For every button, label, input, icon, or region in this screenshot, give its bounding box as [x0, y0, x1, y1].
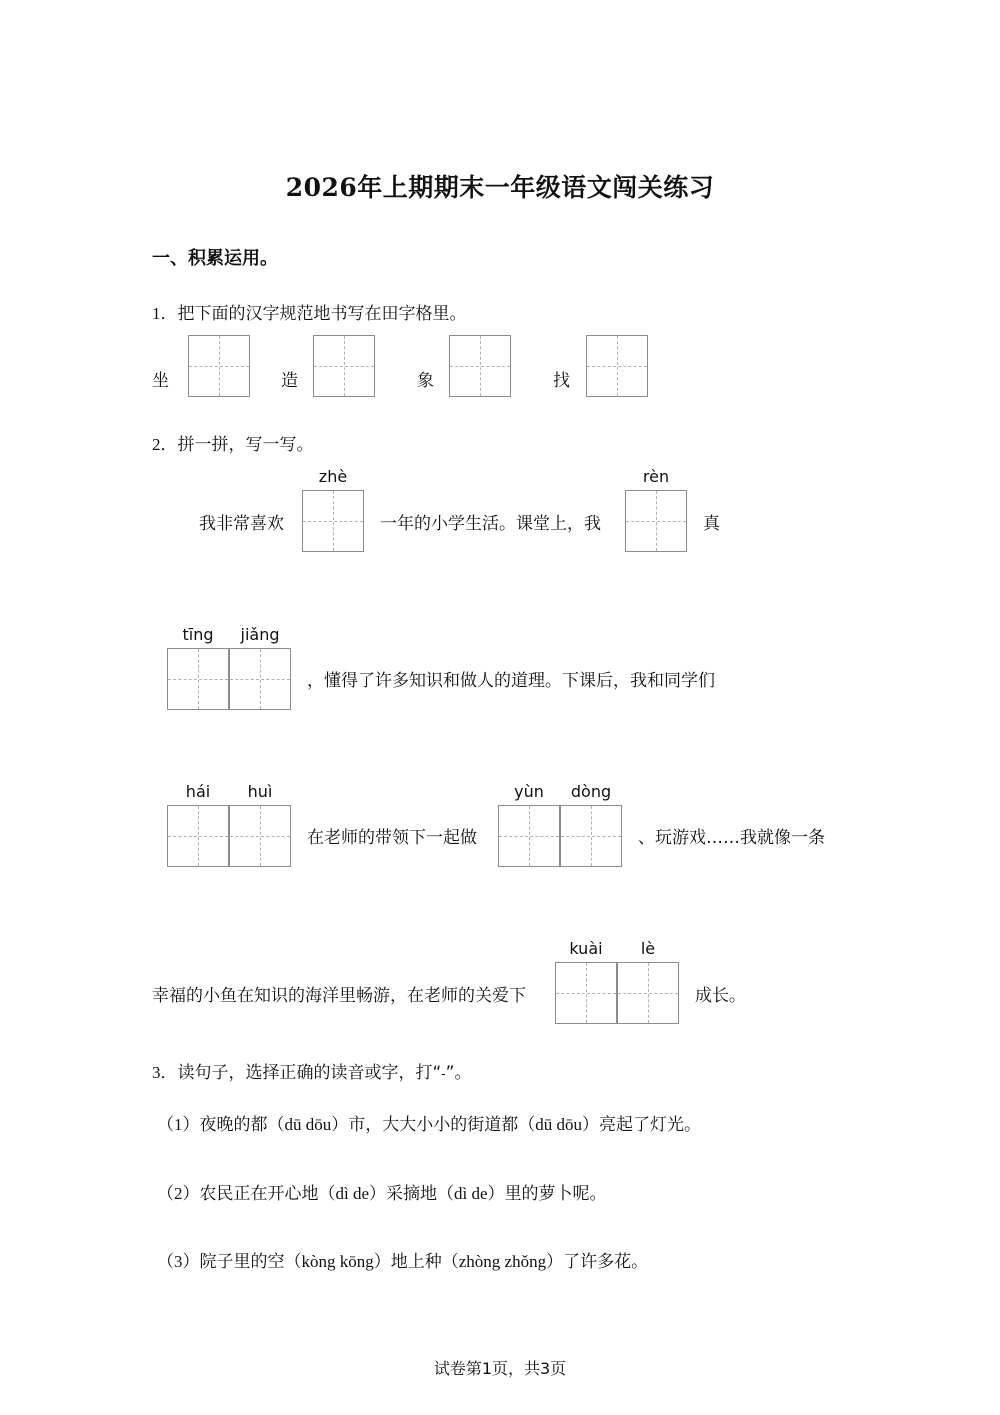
q3-item-2-part1: 农民正在开心 [199, 1184, 302, 1204]
answer-box-kuai[interactable] [555, 962, 617, 1024]
q3-item-1-options1[interactable]: （dū dōu） [267, 1115, 349, 1134]
q3-item-3-char1: 空 [267, 1252, 285, 1272]
q3-item-1-char1: 都 [250, 1115, 268, 1135]
q3-item-1 [157, 1110, 701, 1135]
pinyin-ren: rèn [642, 467, 670, 486]
char-zao: 造 [281, 371, 298, 391]
question-3-text-a: 读句子，选择正确的读音或字，打“ [177, 1063, 442, 1083]
q3-item-3-options2[interactable]: （zhòng zhǒng） [441, 1252, 564, 1271]
question-3-number: 3． [152, 1063, 178, 1082]
check-mark-symbol: - [441, 1067, 446, 1081]
char-zhao: 找 [553, 371, 570, 391]
tianzige-box-zuo[interactable] [188, 335, 250, 397]
q3-item-3 [157, 1247, 648, 1272]
q3-item-1-part3: 亮起了灯光。 [599, 1115, 701, 1135]
char-xiang: 象 [417, 371, 434, 391]
question-3 [152, 1058, 471, 1083]
q3-item-3-part1: 院子里的 [199, 1252, 268, 1272]
question-1 [152, 299, 467, 324]
answer-box-zhe[interactable] [302, 490, 364, 552]
answer-box-ting[interactable] [167, 648, 229, 710]
pinyin-le: lè [640, 939, 656, 958]
q3-item-2-char2: 地 [420, 1184, 438, 1204]
answer-box-yun[interactable] [498, 805, 560, 867]
q2-line3-text-a: 在老师的带领下一起做 [307, 828, 477, 848]
question-2-number: 2． [152, 435, 178, 454]
pinyin-kuai: kuài [569, 939, 603, 958]
q3-item-1-part1: 夜晚的 [199, 1115, 251, 1135]
q3-item-3-part3: 了许多花。 [563, 1252, 649, 1272]
answer-box-hui[interactable] [229, 805, 291, 867]
pinyin-ting: tīng [182, 625, 214, 644]
pinyin-hai: hái [185, 782, 211, 801]
page-title: 2026年上期期末一年级语文闯关练习 [285, 173, 715, 202]
q3-item-2-options2[interactable]: （dì de） [437, 1184, 505, 1203]
q2-line1-text-c: 真 [703, 514, 720, 534]
q3-item-2 [157, 1179, 607, 1204]
answer-box-hai[interactable] [167, 805, 229, 867]
answer-box-jiang[interactable] [229, 648, 291, 710]
pinyin-dong: dòng [570, 782, 612, 801]
answer-box-dong[interactable] [560, 805, 622, 867]
question-2 [152, 430, 314, 455]
q3-item-2-options1[interactable]: （dì de） [318, 1184, 387, 1203]
q3-item-3-options1[interactable]: （kòng kōng） [284, 1252, 391, 1271]
q3-item-2-char1: 地 [301, 1184, 319, 1204]
question-1-text: 把下面的汉字规范地书写在田字格里。 [177, 304, 467, 324]
q3-item-2-number: （2） [157, 1184, 200, 1203]
pinyin-jiang: jiǎng [240, 625, 280, 644]
q3-item-2-part3: 里的萝卜呢。 [504, 1184, 607, 1204]
q3-item-3-number: （3） [157, 1252, 200, 1271]
question-3-text-b: ”。 [445, 1063, 472, 1083]
section-heading-1: 一、积累运用。 [152, 248, 278, 269]
page-footer: 试卷第1页，共3页 [433, 1359, 567, 1378]
q2-line2-text: ，懂得了许多知识和做人的道理。下课后，我和同学们 [307, 671, 715, 691]
q3-item-2-part2: 采摘 [386, 1184, 421, 1204]
tianzige-box-zhao[interactable] [586, 335, 648, 397]
pinyin-yun: yùn [514, 782, 544, 801]
q2-line1-text-a: 我非常喜欢 [199, 514, 284, 534]
q2-line1-text-b: 一年的小学生活。课堂上，我 [380, 514, 601, 534]
q3-item-3-part2: 地上 [390, 1252, 425, 1272]
q2-line4-text-b: 成长。 [695, 986, 746, 1006]
pinyin-hui: huì [247, 782, 273, 801]
answer-box-ren[interactable] [625, 490, 687, 552]
q3-item-1-part2: 市，大大小小的街道 [348, 1115, 502, 1135]
q3-item-1-char2: 都 [501, 1115, 519, 1135]
q3-item-3-char2: 种 [424, 1252, 442, 1272]
question-2-text: 拼一拼，写一写。 [177, 435, 314, 455]
q2-line4-text-a: 幸福的小鱼在知识的海洋里畅游，在老师的关爱下 [152, 986, 526, 1006]
q3-item-1-number: （1） [157, 1115, 200, 1134]
char-zuo: 坐 [152, 371, 169, 391]
pinyin-zhe: zhè [318, 467, 348, 486]
question-1-number: 1． [152, 304, 178, 323]
tianzige-box-xiang[interactable] [449, 335, 511, 397]
tianzige-box-zao[interactable] [313, 335, 375, 397]
q2-line3-text-b: 、玩游戏……我就像一条 [638, 828, 825, 848]
answer-box-le[interactable] [617, 962, 679, 1024]
q3-item-1-options2[interactable]: （dū dōu） [518, 1115, 599, 1134]
